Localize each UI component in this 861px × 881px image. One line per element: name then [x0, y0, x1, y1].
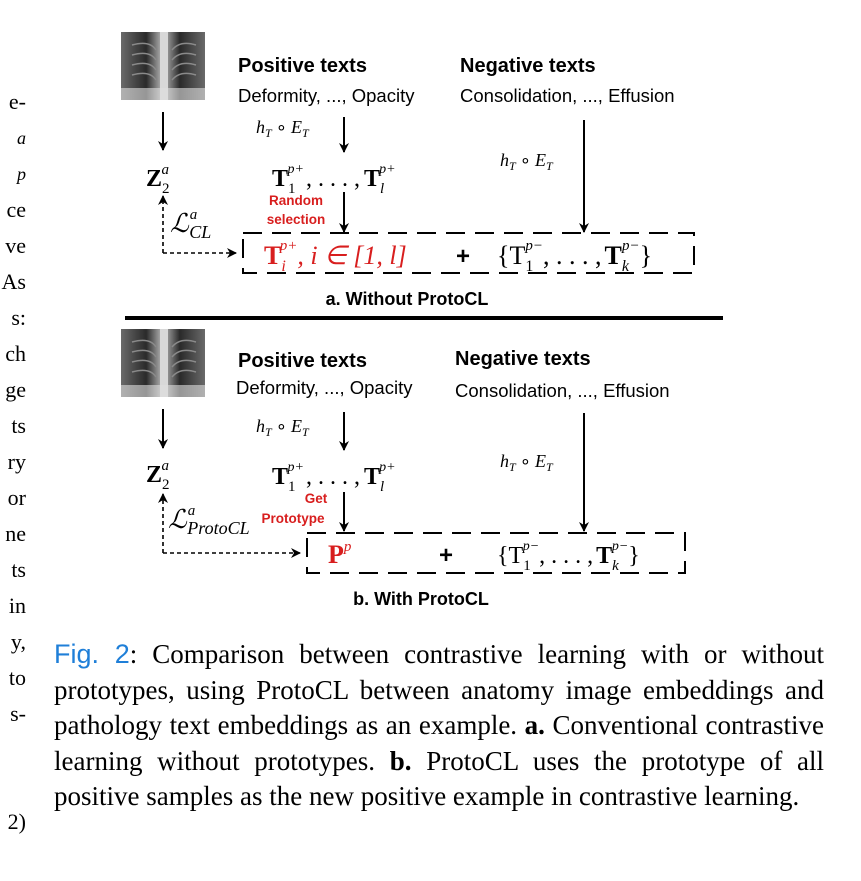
negative-texts-list-b: Consolidation, ..., Effusion [455, 380, 670, 401]
panel-a [121, 32, 694, 309]
panel-b [121, 329, 685, 609]
left-fragment: 2) [7, 809, 26, 834]
panel-title-a: a. Without ProtoCL [325, 289, 489, 309]
random-selection-label-2: selection [266, 212, 326, 227]
positive-embeddings-b: $T_1p+$, . . . , $T_lp+$ [272, 460, 396, 495]
left-fragment: p [17, 164, 26, 184]
left-fragment: ts [11, 413, 26, 438]
left-fragment: ce [6, 197, 26, 222]
left-fragment: e- [8, 89, 26, 114]
positive-embeddings-a: $T_1p+$, . . . , $T_lp+$ [272, 162, 396, 197]
encoder-label-negative-a: $h_T$ ∘ $E_T$ [500, 150, 553, 173]
left-fragment: s- [10, 701, 26, 726]
caption-a-label: a. [524, 710, 545, 740]
left-fragment: s: [11, 305, 26, 330]
caption-main-text: : Comparison between contrastive learning with or without prototypes, using ProtoCL between anatomy image embeddings and pathology text embeddings as an example. [54, 639, 825, 740]
caption-a-text: Conventional contrastive learning without prototypes. [54, 710, 824, 776]
caption-b-text: ProtoCL uses the prototype of all positive samples as the new positive example in contrastive learning. [54, 745, 825, 811]
left-fragment: ve [5, 233, 26, 258]
negative-embeddings-a: {$T_1p-$, . . . , $T_kp-$} [497, 238, 653, 275]
left-fragment: to [8, 665, 26, 690]
left-fragment: y, [10, 629, 26, 654]
positive-texts-list-b: Deformity, ..., Opacity [236, 377, 413, 398]
left-fragment: or [7, 485, 26, 510]
positive-texts-list: Deformity, ..., Opacity [238, 85, 415, 106]
negative-texts-list: Consolidation, ..., Effusion [460, 85, 675, 106]
left-fragment: ry [7, 449, 26, 474]
random-selection-label-1: Random [269, 193, 323, 208]
left-fragment: in [8, 593, 26, 618]
negative-texts-heading: Negative texts [460, 55, 596, 77]
xray-image-a [121, 32, 205, 100]
left-fragment: ts [11, 557, 26, 582]
image-embedding-b: $Z_2a$ [146, 458, 170, 493]
left-fragment: a [17, 128, 26, 148]
encoder-label-positive-a: $h_T$ ∘ $E_T$ [256, 117, 309, 140]
plus-sign-b: + [438, 542, 454, 569]
image-embedding-a: $Z_2a$ [146, 162, 170, 197]
left-fragment: ge [5, 377, 26, 402]
encoder-label-negative-b: $h_T$ ∘ $E_T$ [500, 451, 553, 474]
negative-texts-heading-b: Negative texts [455, 348, 591, 370]
left-fragment: As [1, 269, 26, 294]
get-prototype-label-1: Get [304, 491, 328, 506]
prototype-embedding: $P^p$ [328, 539, 352, 569]
left-fragment: ch [5, 341, 26, 366]
loss-label-b: ℒ$^a$ ProtoCL [168, 503, 250, 538]
encoder-label-positive-b: $h_T$ ∘ $E_T$ [256, 416, 309, 439]
get-prototype-label-2: Prototype [261, 511, 325, 526]
selected-positive-a: $T_ip+$, i ∈ [1, l] [264, 238, 407, 275]
loss-label-a: ℒ$^a$ CL [170, 207, 212, 242]
caption-b-label: b. [389, 745, 412, 776]
figure-caption [54, 637, 824, 815]
xray-image-b [121, 329, 205, 397]
negative-embeddings-b: {$T_1p-$, . . . , $T_kp-$} [497, 539, 640, 574]
figure-label: Fig. 2 [54, 639, 130, 669]
panel-title-b: b. With ProtoCL [353, 589, 489, 609]
positive-texts-heading: Positive texts [238, 55, 367, 77]
left-fragment: ne [5, 521, 26, 546]
positive-texts-heading-b: Positive texts [238, 350, 367, 372]
plus-sign-a: + [455, 243, 471, 270]
